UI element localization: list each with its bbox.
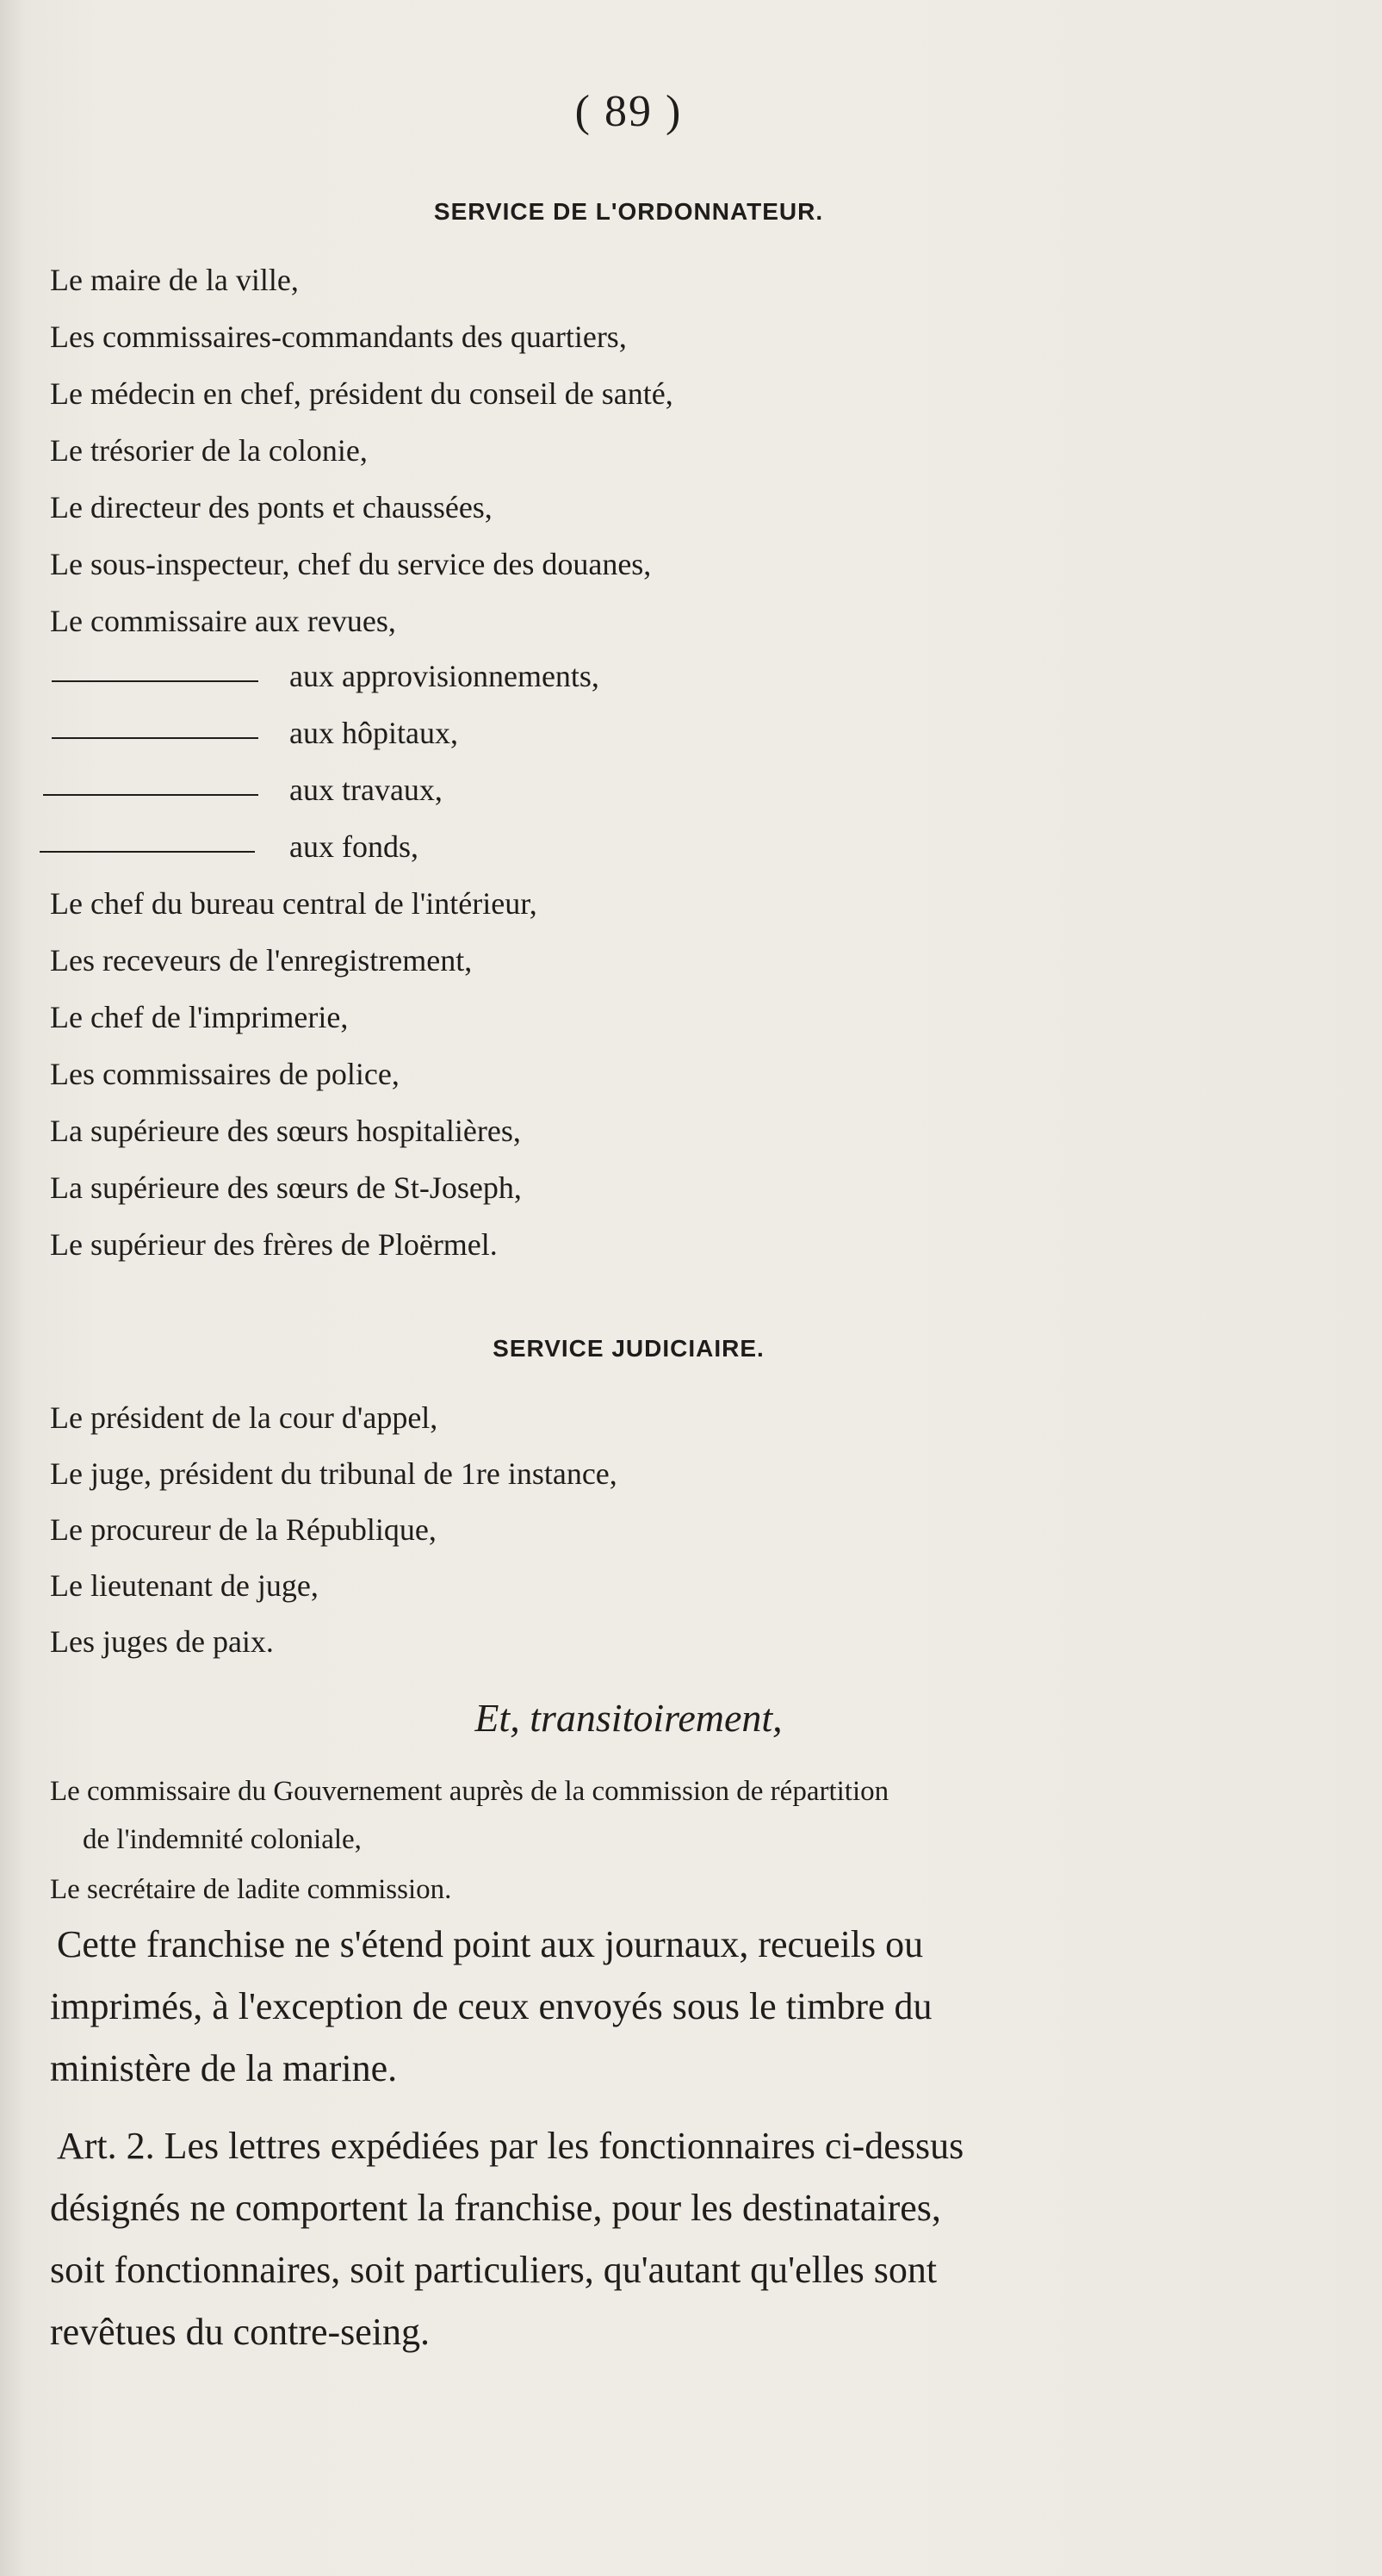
section-heading-ordonnateur: SERVICE DE L'ORDONNATEUR. bbox=[433, 198, 824, 225]
paragraph-line: Cette franchise ne s'étend point aux journaux, recueils ou bbox=[57, 1923, 924, 1965]
list-item: Le président de la cour d'appel, bbox=[50, 1400, 438, 1435]
paragraph-line: soit fonctionnaires, soit particuliers, qu'autant qu'elles sont bbox=[50, 2249, 938, 2291]
list-item: Le chef du bureau central de l'intérieur, bbox=[50, 886, 537, 921]
list-item: Le trésorier de la colonie, bbox=[50, 433, 368, 468]
list-item: Le juge, président du tribunal de 1re instance, bbox=[50, 1456, 617, 1491]
ditto-dash bbox=[52, 680, 258, 682]
list-sub-item: aux travaux, bbox=[289, 773, 443, 807]
list-item: Le maire de la ville, bbox=[50, 263, 299, 297]
ditto-dash bbox=[40, 851, 255, 853]
list-item: Les commissaires de police, bbox=[50, 1057, 400, 1091]
list-item: La supérieure des sœurs hospitalières, bbox=[50, 1114, 521, 1148]
paragraph-line: ministère de la marine. bbox=[50, 2047, 398, 2089]
list-sub-item: aux hôpitaux, bbox=[289, 716, 458, 750]
list-item: Le supérieur des frères de Ploërmel. bbox=[50, 1227, 498, 1262]
list-item: Les receveurs de l'enregistrement, bbox=[50, 943, 473, 978]
list-item: La supérieure des sœurs de St-Joseph, bbox=[50, 1170, 522, 1205]
list-item: Le secrétaire de ladite commission. bbox=[50, 1874, 452, 1905]
paragraph-line: imprimés, à l'exception de ceux envoyés sous le timbre du bbox=[50, 1985, 933, 2027]
page-number: ( 89 ) bbox=[574, 87, 683, 136]
list-item: Le chef de l'imprimerie, bbox=[50, 1000, 349, 1034]
ditto-dash bbox=[43, 794, 258, 796]
section-heading-judiciaire: SERVICE JUDICIAIRE. bbox=[493, 1335, 765, 1362]
list-item: Le lieutenant de juge, bbox=[50, 1568, 319, 1603]
list-item: Le directeur des ponts et chaussées, bbox=[50, 490, 493, 525]
list-item: Le sous-inspecteur, chef du service des douanes, bbox=[50, 547, 652, 581]
list-item: Le commissaire du Gouvernement auprès de la commission de répartition bbox=[50, 1776, 889, 1807]
list-item: Les juges de paix. bbox=[50, 1624, 274, 1659]
list-item: Les commissaires-commandants des quartiers, bbox=[50, 320, 627, 354]
ditto-dash bbox=[52, 737, 258, 739]
paragraph-line: Art. 2. Les lettres expédiées par les fonctionnaires ci-dessus bbox=[57, 2125, 964, 2167]
list-item: Le médecin en chef, président du conseil de santé, bbox=[50, 376, 673, 411]
list-sub-item: aux fonds, bbox=[289, 829, 418, 864]
paragraph-line: revêtues du contre-seing. bbox=[50, 2311, 431, 2353]
list-sub-item: aux approvisionnements, bbox=[289, 659, 599, 693]
list-item-continuation: de l'indemnité coloniale, bbox=[83, 1824, 362, 1855]
list-item: Le procureur de la République, bbox=[50, 1512, 437, 1547]
paragraph-line: désignés ne comportent la franchise, pour les destinataires, bbox=[50, 2187, 941, 2229]
subsection-heading: Et, transitoirement, bbox=[474, 1696, 783, 1740]
list-item: Le commissaire aux revues, bbox=[50, 604, 396, 638]
